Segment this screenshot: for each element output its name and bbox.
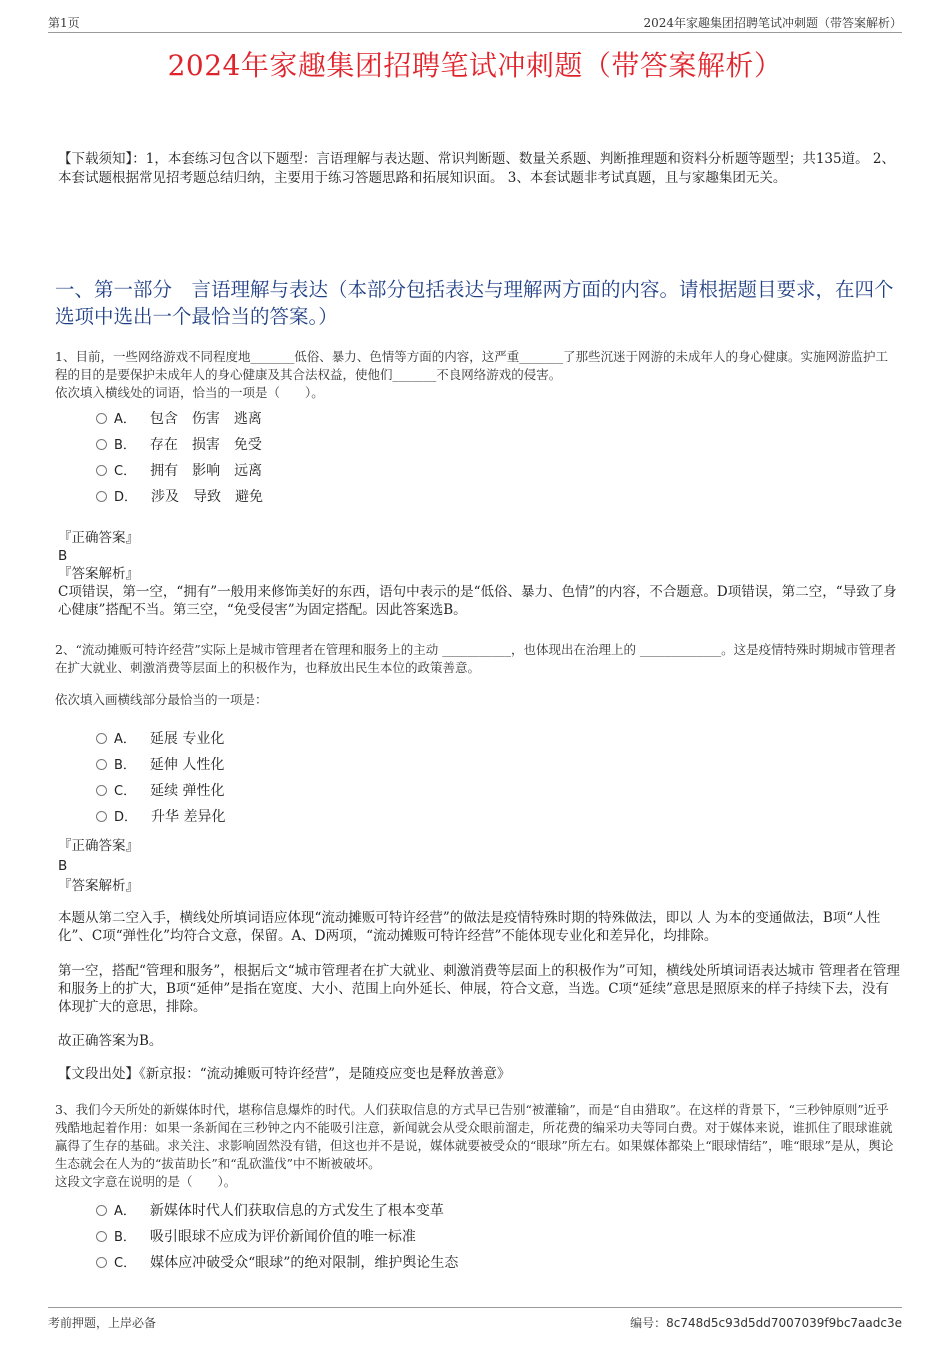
question-1-prompt: 依次填入横线处的词语，恰当的一项是（ ）。 xyxy=(55,385,324,400)
question-1-stem xyxy=(55,348,900,402)
analysis-text: C项错误，第一空，“拥有”一般用来修饰美好的东西，语句中表示的是“低俗、暴力、色情”的内容，不合题意。D项错误，第二空，“导致了身心健康”搭配不当。第三空，“免受侵害”为固定搭配。因此答案选B。 xyxy=(58,584,897,618)
question-2-analysis-p1: 本题从第二空入手，横线处所填词语应体现“流动摊贩可特许经营”的做法是疫情特殊时期的特殊做法，即以 人 为本的变通做法，B项“人性化”、C项“弹性化”均符合文意，保留。A、D两项，“流动摊贩可特许经营”不能体现专业化和差异化，均排除。 xyxy=(58,910,881,944)
page-header xyxy=(48,12,902,33)
answer-label: 『正确答案』 xyxy=(58,838,139,854)
question-3-option-b[interactable]: B． 吸引眼球不应成为评价新闻价值的唯一标准 xyxy=(96,1224,458,1250)
radio-icon[interactable] xyxy=(96,1231,107,1242)
radio-icon[interactable] xyxy=(96,413,107,424)
radio-icon[interactable] xyxy=(96,1205,107,1216)
question-1-text: 1、目前，一些网络游戏不同程度地_______低俗、暴力、色情等方面的内容，这严重_______了那些沉迷于网游的未成年人的身心健康。实施网游监护工程的目的是要保护未成年人的身心健康及其合法权益，使他们_______不良网络游戏的侵害。 xyxy=(55,349,888,382)
question-2-analysis-p2: 第一空，搭配“管理和服务”，根据后文“城市管理者在扩大就业、刺激消费等层面上的积极作为”可知，横线处所填词语表达城市 管理者在管理和服务上的扩大，B项“延伸”是指在宽度、大小、范围上向外延长、伸展，符合文意，当选。C项“延续”意思是照原来的样子持续下去，没有体现扩大的意思，排除。 xyxy=(58,963,900,1015)
radio-icon[interactable] xyxy=(96,491,107,502)
question-2-option-a[interactable]: A． 延展 专业化 xyxy=(96,726,225,752)
radio-icon[interactable] xyxy=(96,439,107,450)
section-title: 一、第一部分 言语理解与表达（本部分包括表达与理解两方面的内容。请根据题目要求，在四个选项中选出一个最恰当的答案。） xyxy=(55,278,894,328)
footer-code: 编号：8c748d5c93d5dd7007039f9bc7aadc3e xyxy=(630,1316,902,1330)
download-notice: 【下载须知】：1，本套练习包含以下题型：言语理解与表达题、常识判断题、数量关系题、判断推理题和资料分析题等题型；共135道。 2、本套试题根据常见招考题总结归纳，主要用于练习答题思路和拓展知识面。 3、本套试题非考试真题，且与家趣集团无关。 xyxy=(58,151,895,186)
question-2-text: 2、“流动摊贩可特许经营”实际上是城市管理者在管理和服务上的主动 ___________，也体现出在治理上的 _____________。这是疫情特殊时期城市管理者在扩大就业、刺激消费等层面上的积极作为，也释放出民生本位的政策善意。 xyxy=(55,642,897,675)
question-3-option-a[interactable]: A． 新媒体时代人们获取信息的方式发生了根本变革 xyxy=(96,1198,458,1224)
question-2-answer-block xyxy=(58,836,900,896)
radio-icon[interactable] xyxy=(96,733,107,744)
question-3-options xyxy=(96,1198,458,1276)
question-2-option-c[interactable]: C． 延续 弹性化 xyxy=(96,778,225,804)
question-2-option-b[interactable]: B． 延伸 人性化 xyxy=(96,752,225,778)
header-doc-title: 2024年家趣集团招聘笔试冲刺题（带答案解析） xyxy=(643,16,902,30)
question-2-options xyxy=(96,726,225,830)
correct-answer: B xyxy=(58,548,68,564)
radio-icon[interactable] xyxy=(96,759,107,770)
correct-answer: B xyxy=(58,858,68,874)
document-title: 2024年家趣集团招聘笔试冲刺题（带答案解析） xyxy=(167,49,783,82)
question-3-option-c[interactable]: C． 媒体应冲破受众“眼球”的绝对限制，维护舆论生态 xyxy=(96,1250,458,1276)
radio-icon[interactable] xyxy=(96,465,107,476)
question-1-option-c[interactable]: C． 拥有 影响 远离 xyxy=(96,458,263,484)
question-2-option-d[interactable]: D． 升华 差异化 xyxy=(96,804,225,830)
question-3-prompt: 这段文字意在说明的是（ ）。 xyxy=(55,1174,237,1189)
question-2-source: 【文段出处】《新京报：“流动摊贩可特许经营”，是随疫应变也是释放善意》 xyxy=(58,1066,511,1082)
answer-label: 『正确答案』 xyxy=(58,530,139,546)
question-1-options xyxy=(96,406,263,510)
page-number: 第1页 xyxy=(48,16,80,30)
radio-icon[interactable] xyxy=(96,1257,107,1268)
question-1-answer-block xyxy=(58,529,900,619)
analysis-label: 『答案解析』 xyxy=(58,878,139,894)
question-2-prompt: 依次填入画横线部分最恰当的一项是： xyxy=(55,692,268,707)
question-1-option-d[interactable]: D． 涉及 导致 避免 xyxy=(96,484,263,510)
radio-icon[interactable] xyxy=(96,785,107,796)
question-1-option-a[interactable]: A． 包含 伤害 逃离 xyxy=(96,406,263,432)
question-2-stem xyxy=(55,641,900,709)
analysis-label: 『答案解析』 xyxy=(58,566,139,582)
question-3-text: 3、我们今天所处的新媒体时代，堪称信息爆炸的时代。人们获取信息的方式早已告别“被灌输”，而是“自由猎取”。在这样的背景下，“三秒钟原则”近乎残酷地起着作用：如果一条新闻在三秒钟之内不能吸引注意，新闻就会从受众眼前溜走，所花费的编采功夫等同白费。对于媒体来说，谁抓住了眼球谁就赢得了生存的基础。求关注、求影响固然没有错，但这也并不是说，媒体就要被受众的“眼球”所左右。如果媒体都染上“眼球情结”，唯“眼球”是从，舆论生态就会在人为的“拔苗助长”和“乱砍滥伐”中不断被破坏。 xyxy=(55,1102,894,1171)
question-3-stem xyxy=(55,1101,900,1191)
question-1-option-b[interactable]: B． 存在 损害 免受 xyxy=(96,432,263,458)
radio-icon[interactable] xyxy=(96,811,107,822)
page-footer xyxy=(48,1307,902,1328)
question-2-analysis-p3: 故正确答案为B。 xyxy=(58,1033,163,1049)
footer-slogan: 考前押题，上岸必备 xyxy=(48,1316,157,1330)
